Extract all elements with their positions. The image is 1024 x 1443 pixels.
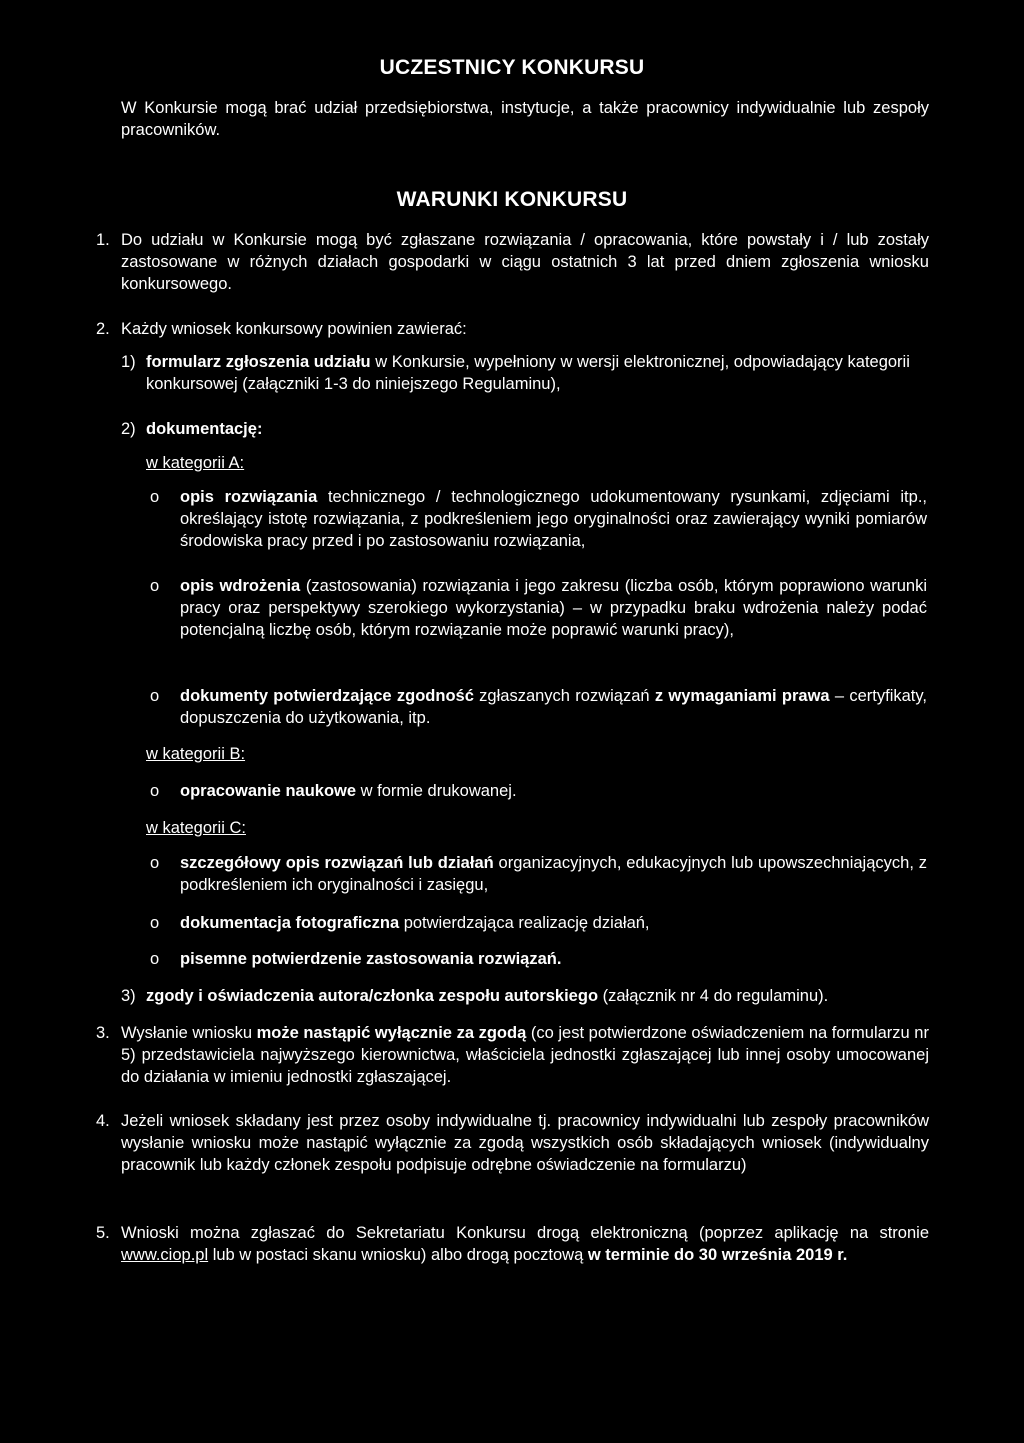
- s3-text: zgody i oświadczenia autora/członka zespołu autorskiego (załącznik nr 4 do regulaminu).: [146, 987, 829, 1005]
- bullet-icon: o: [150, 914, 160, 932]
- bullet-icon: o: [150, 577, 160, 595]
- bullet-icon: o: [150, 488, 160, 506]
- p3-number: 3.: [96, 1024, 110, 1042]
- s3-number: 3): [121, 987, 136, 1005]
- section-title-uczestnicy: UCZESTNICY KONKURSU: [379, 56, 645, 79]
- cat-a-item-1: opis rozwiązania technicznego / technologicznego udokumentowany rysunkami, zdjęciami itp., określający istotę rozwiązania, z podkreśleniem jego oryginalności oraz zawierający wyniki pomiarów środowiska pracy przed i po zastosowaniu rozwiązania,: [180, 488, 927, 550]
- p3-text: Wysłanie wniosku może nastąpić wyłącznie za zgodą (co jest potwierdzone oświadczeniem na formularzu nr 5) przedstawiciela najwyższego kierownictwa, właściciela jednostki zgłaszającej lub innej osoby umocowanej do działania w imieniu jednostki zgłaszającej.: [121, 1024, 929, 1086]
- p4-text: Jeżeli wniosek składany jest przez osoby indywidualne tj. pracownicy indywidualni lub zespoły pracowników wysłanie wniosku może nastąpić wyłącznie za zgodą wszystkich osób składających wniosek (indywidualny pracownik lub każdy członek zespołu podpisuje odrębne oświadczenie na formularzu): [121, 1112, 929, 1174]
- category-c-label: w kategorii C:: [146, 819, 246, 837]
- bullet-icon: o: [150, 950, 160, 968]
- s1-bold: formularz zgłoszenia udziału: [146, 353, 371, 371]
- p2-number: 2.: [96, 320, 110, 338]
- category-a-label: w kategorii A:: [146, 454, 245, 472]
- cat-c-item-1: szczegółowy opis rozwiązań lub działań organizacyjnych, edukacyjnych lub upowszechniających, z podkreśleniem ich oryginalności i zasięgu,: [180, 854, 928, 894]
- bullet-icon: o: [150, 687, 160, 705]
- p4-number: 4.: [96, 1112, 110, 1130]
- cat-a-item-2: opis wdrożenia (zastosowania) rozwiązania i jego zakresu (liczba osób, którym poprawiono warunki pracy oraz perspektywy szerokiego wykorzystania) – w przypadku braku wdrożenia należy podać potencjalną liczbę osób, którym rozwiązanie może poprawić warunki pracy),: [180, 577, 927, 639]
- p5-text: Wnioski można zgłaszać do Sekretariatu Konkursu drogą elektroniczną (poprzez aplikację na stronie www.ciop.pl lub w postaci skanu wniosku) albo drogą pocztową w terminie do 30 września 2019 r.: [121, 1224, 929, 1264]
- p2-text: Każdy wniosek konkursowy powinien zawierać:: [121, 320, 467, 338]
- bullet-icon: o: [150, 782, 160, 800]
- s2-number: 2): [121, 420, 136, 438]
- ciop-link[interactable]: www.ciop.pl: [121, 1246, 209, 1264]
- s2-text: dokumentację:: [146, 420, 263, 438]
- cat-a-item-3: dokumenty potwierdzające zgodność zgłaszanych rozwiązań z wymaganiami prawa – certyfikaty, dopuszczenia do użytkowania, itp.: [180, 687, 927, 727]
- bullet-icon: o: [150, 854, 160, 872]
- cat-c-item-3: pisemne potwierdzenie zastosowania rozwiązań.: [180, 950, 562, 968]
- uczestnicy-text: W Konkursie mogą brać udział przedsiębiorstwa, instytucje, a także pracownicy indywidualnie lub zespoły pracowników.: [121, 99, 929, 139]
- section-title-warunki: WARUNKI KONKURSU: [396, 188, 628, 211]
- cat-b-item-1: opracowanie naukowe w formie drukowanej.: [180, 782, 517, 800]
- category-b-label: w kategorii B:: [146, 745, 246, 763]
- s1-text: formularz zgłoszenia udziału w Konkursie, wypełniony w wersji elektronicznej, odpowiadający kategorii konkursowej (załączniki 1-3 do niniejszego Regulaminu),: [146, 353, 910, 393]
- p1-text: Do udziału w Konkursie mogą być zgłaszane rozwiązania / opracowania, które powstały i / lub zostały zastosowane w różnych działach gospodarki w ciągu ostatnich 3 lat przed dniem zgłoszenia wniosku konkursowego.: [121, 231, 929, 293]
- p1-number: 1.: [96, 231, 110, 249]
- cat-c-item-2: dokumentacja fotograficzna potwierdzająca realizację działań,: [180, 914, 650, 932]
- s1-number: 1): [121, 353, 136, 371]
- p5-number: 5.: [96, 1224, 110, 1242]
